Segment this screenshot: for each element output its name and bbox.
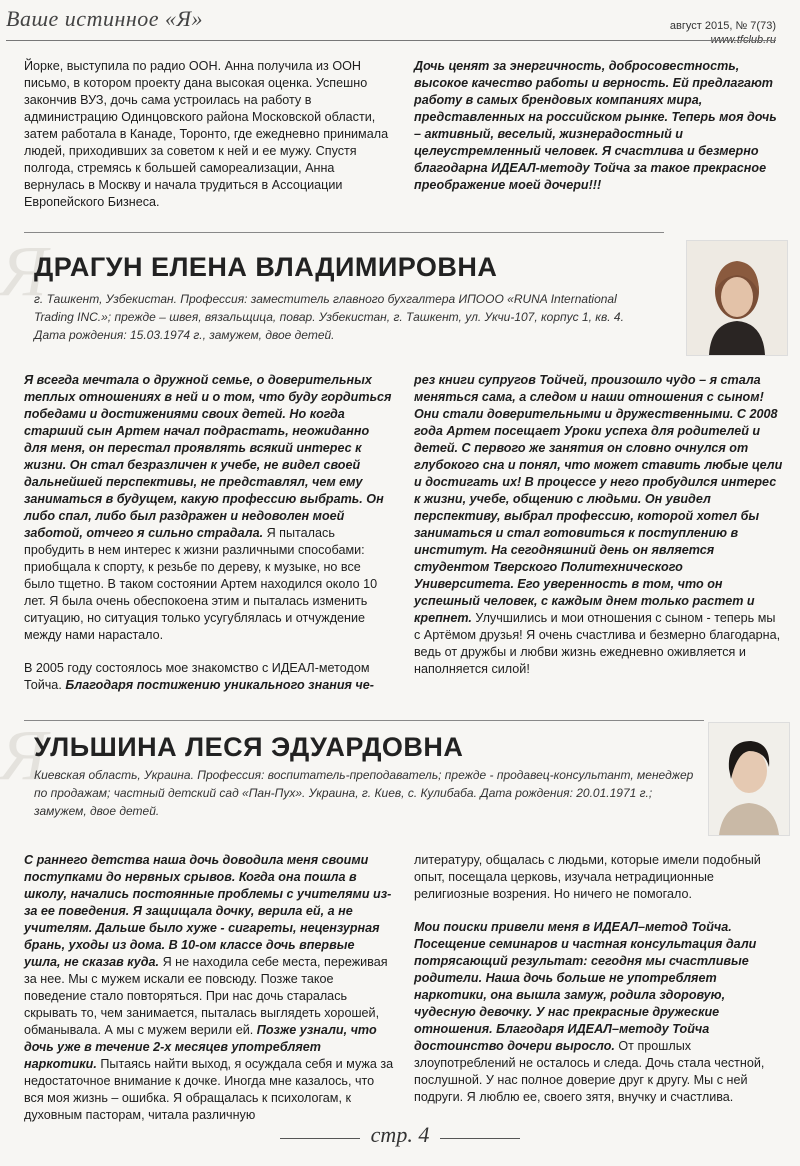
header-issue: август 2015, № 7(73) — [669, 20, 776, 32]
section2-left-column — [24, 852, 394, 1140]
section2-right-para1: литературу, общалась с людьми, которые имели подобный опыт, посещала церковь, изучала нетрадиционные религиозные возрения. Но ничего не помогало. — [414, 853, 761, 901]
section1-title: ДРАГУН ЕЛЕНА ВЛАДИМИРОВНА — [34, 252, 498, 282]
top-right-text: Дочь ценят за энергичность, добросовестность, высокое качество работы и верность. Ей предлагают работу в самых брендовых компаниях мира, представленных на российском рынке. Теперь моя дочь – активный, веселый, жизнерадостный и целеустремленный человек. Я счастлива и безмерно благодарна ИДЕАЛ-методу Тойча за такое прекрасное преображение моей дочери!!! — [414, 59, 777, 192]
section2-info: Киевская область, Украина. Профессия: воспитатель-преподаватель; прежде - продавец-консультант, менеджер по продажам; частный детский сад «Пан-Пух». Украина, г. Киев, с. Кулибаба. Дата рождения: 20.01.1971 г.; замужем, двое детей. — [34, 768, 694, 818]
section2-top-rule — [24, 720, 704, 721]
section1-left-plain: Я пыталась пробудить в нем интерес к жизни различными способами: приобщала к спорту, к резьбе по дереву, к музыке, но все было тщетно. В таком состоянии Артем находился около 10 лет. Я была очень обеспокоена этим и пыталась изменить ситуацию, но ситуация только усугублялась и отчуждение между нами нарастало. — [24, 526, 378, 642]
section1-right-para — [414, 372, 784, 678]
footer-rule-right — [440, 1138, 520, 1139]
section1-left-para2 — [24, 660, 394, 694]
section2-right-plain: От прошлых злоупотреблений не осталось и следа. Дочь стала честной, послушной. У нас полное доверие друг к другу. Мы с ней подруги. Я люблю ее, своего зятя, внучку и счастлива. — [414, 1039, 765, 1104]
section2-left-plain1: Я не находила себе места, переживая за нее. Мы с мужем искали ее повсюду. Позже такое поведение стало повторяться. При нас дочь старалась скрывать то, чем занимается, пыталась выглядеть хорошей, обманывала. А мы с мужем верили ей. — [24, 955, 388, 1037]
section2-right-bold: Мои поиски привели меня в ИДЕАЛ–метод Тойча. Посещение семинаров и частная консультация дали потрясающий результат: сегодня мы счастливые родители. Наша дочь больше не употребляет наркотики, она вышла замуж, родила здоровую, чудесную девочку. У нас прекрасные дружеские отношения. Благодаря ИДЕАЛ–методу Тойча достоинство дочери выросло. — [414, 920, 757, 1053]
section1-photo — [686, 240, 788, 356]
section2-right-column — [414, 852, 784, 1122]
section1-right-column — [414, 372, 784, 694]
section1-info: г. Ташкент, Узбекистан. Профессия: заместитель главного бухгалтера ИПООО «RUNA International Trading INC.»; прежде – швея, вязальщица, повар. Узбекистан, г. Ташкент, ул. Укчи-107, корпус 1, кв. 4. Дата рождения: 15.03.1974 г., замужем, двое детей. — [34, 292, 624, 342]
top-right-column — [414, 58, 784, 210]
header-site: www.tfclub.ru — [710, 34, 776, 46]
top-left-column — [24, 58, 392, 227]
section1-left-p2-plain: В 2005 году состоялось мое знакомство с ИДЕАЛ-методом Тойча. — [24, 661, 370, 692]
section1-top-rule — [24, 232, 664, 233]
section1-left-p2-bold: Благодаря постижению уникального знания че- — [65, 678, 374, 692]
footer-rule-left — [280, 1138, 360, 1139]
section2-right-para2 — [414, 919, 784, 1106]
section1-right-bold: рез книги супругов Тойчей, произошло чудо – я стала меняться сама, а следом и наши отношения с сыном! Они стали доверительными и дружественными. С 2008 года Артем посещает Уроки успеха для родителей и детей. С первого же занятия он словно очнулся от глубокого сна и понял, что может ставить любые цели и достигать их! В процессе у него пробудился интерес к жизни, учебе, общению с людьми. Он увидел перспективу, выбрал профессию, которой хотел бы заниматься и стал готовиться к поступлению в институт. На сегодняшний день он является студентом Тверского Политехнического Университета. Его уверенность в том, что он успешный человек, с каждым днем только растет и крепнет. — [414, 373, 783, 625]
section1-left-bold: Я всегда мечтала о дружной семье, о доверительных теплых отношениях в ней и о том, что буду гордиться победами и достижениями своих детей. Но когда старший сын Артем начал подрастать, неожиданно для меня, он перестал проявлять всякий интерес к жизни. Он стал безразличен к учебе, не видел своей дальнейшей перспективы, не представлял, чем ему заниматься в будущем, какую профессию выбрать. Он либо спал, либо был раздражен и недоволен моей заботой, отчего я сильно страдала. — [24, 373, 392, 540]
section1-left-column — [24, 372, 394, 710]
section2-left-bold2: Позже узнали, что дочь уже в течение 2-х месяцев употребляет наркотики. — [24, 1023, 377, 1071]
header-title: Ваше истинное «Я» — [6, 6, 204, 31]
section1-watermark: Я — [0, 231, 48, 311]
section2-left-para — [24, 852, 394, 1124]
section2-photo — [708, 722, 790, 836]
section1-right-plain: Улучшились и мои отношения с сыном - теперь мы с Артёмом друзья! Я очень счастлива и безмерно благодарна, ведь от дружбы и любви жизнь ежедневно оживляется и наполняется силой! — [414, 611, 781, 676]
section2-title: УЛЬШИНА ЛЕСЯ ЭДУАРДОВНА — [34, 732, 464, 762]
page-number: стр. 4 — [370, 1122, 430, 1147]
section2-left-plain2: Пытаясь найти выход, я осуждала себя и мужа за недостаточное внимание к дочке. Иногда мне казалось, что вся моя жизнь – ошибка. Я обращалась к психологам, к духовным пасторам, читала различную — [24, 1057, 394, 1122]
top-left-text: Йорке, выступила по радио ООН. Анна получила из ООН письмо, в котором проекту дана высокая оценка. Успешно закончив ВУЗ, дочь сама устроилась на работу в администрацию Одинцовского района Московской области, затем работала в Канаде, Торонто, где ежедневно принимала людей, приходивших за советом к ней и ее мужу. Спустя полгода, стремясь к большей самореализации, Анна вернулась в Москву и начала трудиться в Ассоциации Европейского Бизнеса. — [24, 59, 389, 209]
section2-watermark: Я — [0, 715, 48, 795]
section2-left-bold: С раннего детства наша дочь доводила меня своими поступками до нервных срывов. Когда она пошла в школу, начались постоянные проблемы с учителями из-за ее поведения. Я защищала дочку, верила ей, а не учителям. Дальше было хуже - сигареты, нецензурная брань, уходы из дома. В 10-ом классе дочь впервые ушла, не сказав куда. — [24, 853, 392, 969]
header-rule — [6, 40, 776, 41]
section1-left-para1 — [24, 372, 394, 644]
